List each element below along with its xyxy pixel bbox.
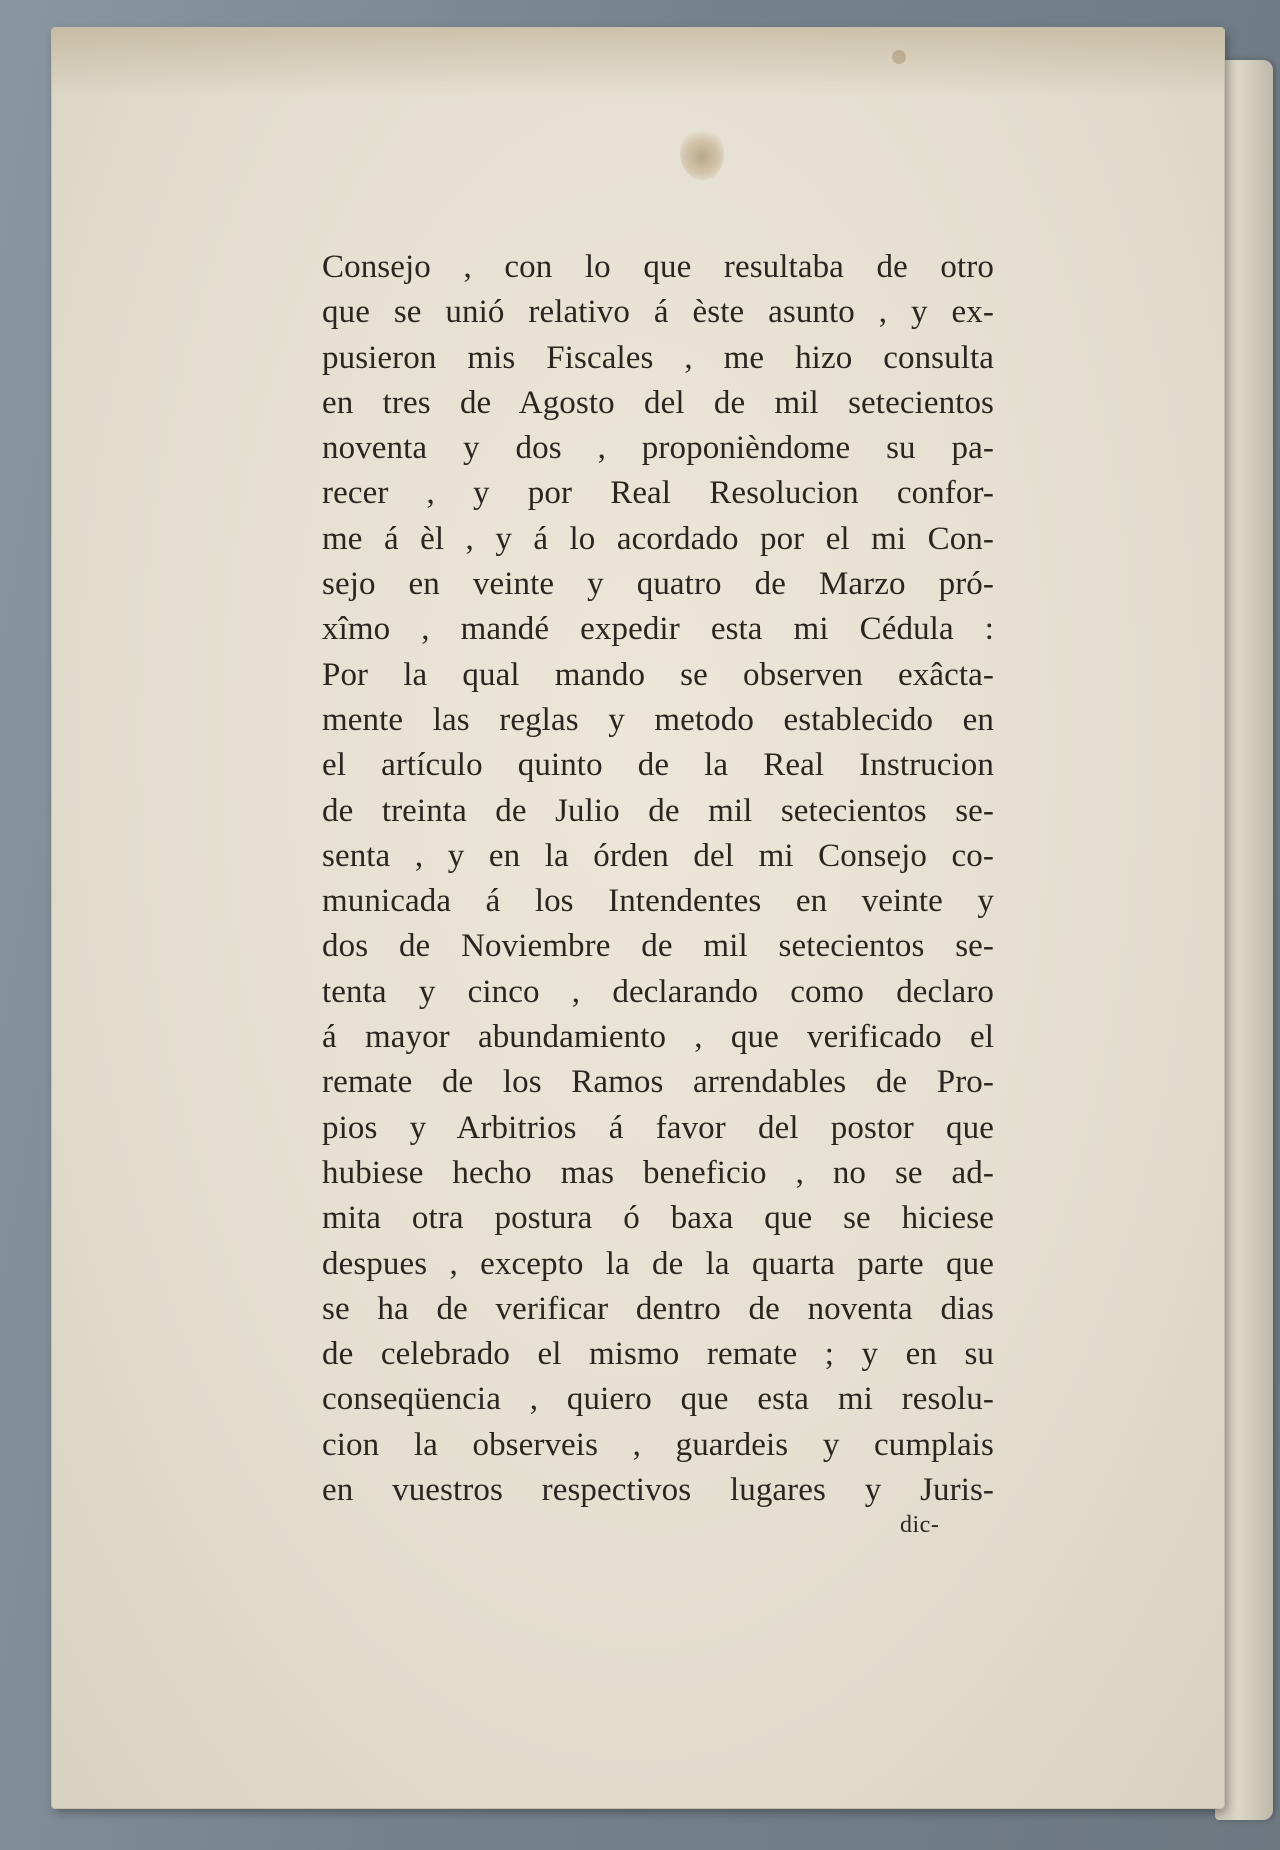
- text-line: á mayor abundamiento , que verificado el: [322, 1019, 994, 1056]
- text-line: senta , y en la órden del mi Consejo co-: [322, 837, 994, 874]
- text-line: me á èl , y á lo acordado por el mi Con-: [322, 520, 994, 557]
- text-line: el artículo quinto de la Real Instrucion: [322, 747, 994, 784]
- text-line: de celebrado el mismo remate ; y en su: [322, 1336, 994, 1373]
- text-line: pios y Arbitrios á favor del postor que: [322, 1109, 994, 1146]
- text-line: Consejo , con lo que resultaba de otro: [322, 249, 994, 285]
- text-line: conseqüencia , quiero que esta mi resolu-: [322, 1381, 994, 1418]
- text-line: sejo en veinte y quatro de Marzo pró-: [322, 566, 994, 603]
- text-line: mente las reglas y metodo establecido en: [322, 701, 994, 738]
- text-line: que se unió relativo á èste asunto , y ex-: [322, 294, 994, 331]
- text-line: se ha de verificar dentro de noventa dias: [322, 1290, 994, 1327]
- small-stain: [892, 50, 906, 64]
- text-line: despues , excepto la de la quarta parte que: [322, 1245, 994, 1282]
- text-line: Por la qual mando se observen exâcta-: [322, 656, 994, 693]
- text-line: tenta y cinco , declarando como declaro: [322, 973, 994, 1010]
- catchword: dic-: [900, 1512, 940, 1538]
- text-line: noventa y dos , proponièndome su pa-: [322, 430, 994, 467]
- body-text: [322, 245, 994, 1513]
- text-line: municada á los Intendentes en veinte y: [322, 883, 994, 920]
- text-line: en tres de Agosto del de mil setecientos: [322, 384, 994, 421]
- text-line: pusieron mis Fiscales , me hizo consulta: [322, 339, 994, 376]
- text-line: dos de Noviembre de mil setecientos se-: [322, 928, 994, 965]
- text-line: recer , y por Real Resolucion confor-: [322, 475, 994, 512]
- text-line: xîmo , mandé expedir esta mi Cédula :: [322, 611, 994, 648]
- text-line: cion la observeis , guardeis y cumplais: [322, 1426, 994, 1463]
- text-line: en vuestros respectivos lugares y Juris-: [322, 1472, 994, 1509]
- water-stain: [680, 128, 724, 180]
- text-line: de treinta de Julio de mil setecientos se-: [322, 792, 994, 829]
- text-line: mita otra postura ó baxa que se hiciese: [322, 1200, 994, 1237]
- text-line: hubiese hecho mas beneficio , no se ad-: [322, 1154, 994, 1191]
- text-line: remate de los Ramos arrendables de Pro-: [322, 1064, 994, 1101]
